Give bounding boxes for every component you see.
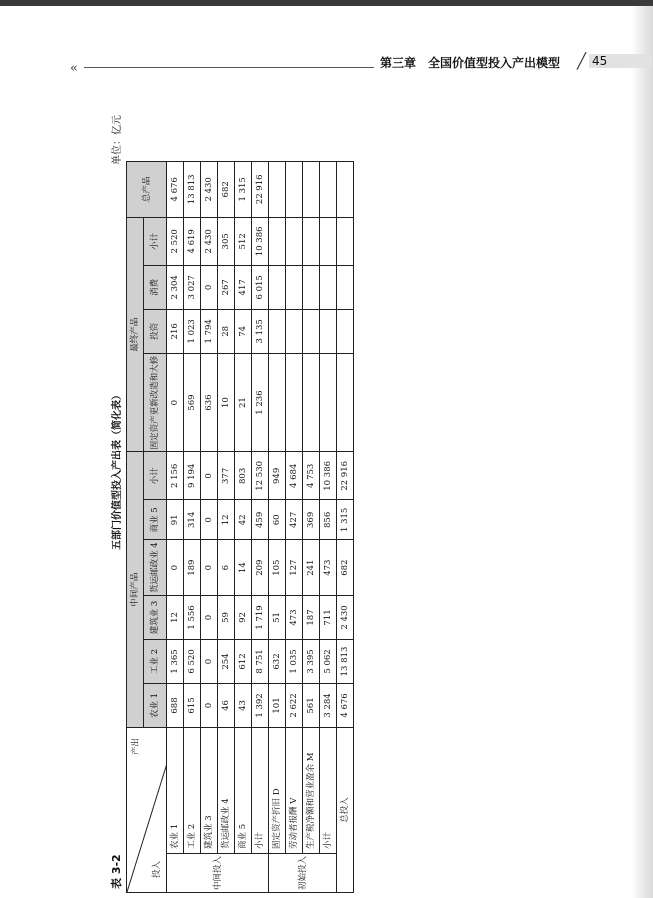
table-cell: 21 bbox=[235, 353, 252, 452]
table-cell: 187 bbox=[303, 595, 320, 639]
table-row bbox=[320, 161, 337, 892]
chapter-title: 第三章 全国价值型投入产出模型 bbox=[380, 56, 561, 70]
table-cell bbox=[286, 161, 303, 217]
table-cell: 13 813 bbox=[184, 161, 201, 217]
table-cell: 377 bbox=[218, 452, 235, 500]
table-cell: 1 023 bbox=[184, 309, 201, 353]
table-cell bbox=[286, 265, 303, 309]
table-cell: 127 bbox=[286, 540, 303, 596]
table-cell: 1 035 bbox=[286, 639, 303, 683]
table-cell: 0 bbox=[201, 639, 218, 683]
table-cell: 10 386 bbox=[252, 217, 269, 265]
table-cell: 1 315 bbox=[337, 500, 354, 540]
table-cell: 74 bbox=[235, 309, 252, 353]
table-row bbox=[218, 161, 235, 892]
table-cell: 3 027 bbox=[184, 265, 201, 309]
table-cell bbox=[320, 265, 337, 309]
table-cell: 46 bbox=[218, 683, 235, 727]
col-header-fixed-asset: 固定资产更新改造和大修 bbox=[144, 353, 167, 452]
table-cell bbox=[303, 309, 320, 353]
table-cell: 6 015 bbox=[252, 265, 269, 309]
table-cell: 9 194 bbox=[184, 452, 201, 500]
table-cell: 6 bbox=[218, 540, 235, 596]
table-cell: 12 bbox=[167, 595, 184, 639]
table-cell: 14 bbox=[235, 540, 252, 596]
table-cell bbox=[286, 217, 303, 265]
table-row bbox=[252, 161, 269, 892]
table-row bbox=[303, 161, 320, 892]
input-output-table bbox=[126, 161, 354, 893]
table-cell: 1 392 bbox=[252, 683, 269, 727]
table-cell: 10 386 bbox=[320, 452, 337, 500]
rotated-table-block bbox=[108, 95, 408, 895]
row-label: 建筑业 3 bbox=[201, 727, 218, 853]
group-header-final: 最终产品 bbox=[127, 217, 144, 452]
table-cell: 209 bbox=[252, 540, 269, 596]
table-unit: 单位：亿元 bbox=[112, 115, 123, 165]
table-cell: 473 bbox=[320, 540, 337, 596]
table-cell: 305 bbox=[218, 217, 235, 265]
table-cell: 0 bbox=[201, 265, 218, 309]
table-cell bbox=[337, 353, 354, 452]
row-label: 工业 2 bbox=[184, 727, 201, 853]
table-cell: 803 bbox=[235, 452, 252, 500]
table-cell: 2 304 bbox=[167, 265, 184, 309]
table-cell: 13 813 bbox=[337, 639, 354, 683]
table-cell bbox=[303, 161, 320, 217]
table-cell: 241 bbox=[303, 540, 320, 596]
table-row bbox=[167, 161, 184, 892]
page-edge-shadow bbox=[631, 6, 653, 898]
table-cell: 0 bbox=[201, 595, 218, 639]
table-cell bbox=[303, 265, 320, 309]
row-label: 总投入 bbox=[337, 727, 354, 892]
table-cell: 254 bbox=[218, 639, 235, 683]
row-group-intermediate: 中间投入 bbox=[167, 853, 269, 892]
col-header-transport: 货运邮政业 4 bbox=[144, 540, 167, 596]
table-cell bbox=[337, 309, 354, 353]
row-label: 小计 bbox=[252, 727, 269, 853]
table-cell: 1 315 bbox=[235, 161, 252, 217]
table-cell: 8 751 bbox=[252, 639, 269, 683]
table-cell: 267 bbox=[218, 265, 235, 309]
table-cell: 51 bbox=[269, 595, 286, 639]
table-cell: 856 bbox=[320, 500, 337, 540]
col-header-total-output: 总产品 bbox=[127, 161, 167, 217]
table-cell: 569 bbox=[184, 353, 201, 452]
table-cell: 417 bbox=[235, 265, 252, 309]
table-cell: 427 bbox=[286, 500, 303, 540]
table-cell: 42 bbox=[235, 500, 252, 540]
table-row bbox=[337, 161, 354, 892]
table-cell: 369 bbox=[303, 500, 320, 540]
table-number: 表 3-2 bbox=[110, 854, 123, 889]
table-cell: 0 bbox=[201, 683, 218, 727]
table-cell: 22 916 bbox=[252, 161, 269, 217]
double-chevron-icon: « bbox=[70, 61, 78, 76]
running-header bbox=[0, 52, 653, 76]
table-cell: 3 395 bbox=[303, 639, 320, 683]
table-cell bbox=[320, 309, 337, 353]
table-cell: 2 520 bbox=[167, 217, 184, 265]
table-cell: 615 bbox=[184, 683, 201, 727]
table-cell bbox=[269, 217, 286, 265]
table-cell: 2 430 bbox=[201, 217, 218, 265]
row-label: 商业 5 bbox=[235, 727, 252, 853]
table-cell: 1 556 bbox=[184, 595, 201, 639]
table-cell: 0 bbox=[201, 540, 218, 596]
row-label: 劳动者报酬 V bbox=[286, 727, 303, 853]
table-cell: 473 bbox=[286, 595, 303, 639]
table-cell bbox=[320, 353, 337, 452]
table-cell: 1 365 bbox=[167, 639, 184, 683]
table-cell bbox=[337, 265, 354, 309]
table-cell: 561 bbox=[303, 683, 320, 727]
header-slash: ╱ bbox=[577, 52, 587, 70]
table-cell bbox=[269, 353, 286, 452]
table-cell: 60 bbox=[269, 500, 286, 540]
table-cell: 711 bbox=[320, 595, 337, 639]
table-cell: 2 430 bbox=[201, 161, 218, 217]
row-group-primary: 初始投入 bbox=[269, 853, 337, 892]
table-cell: 91 bbox=[167, 500, 184, 540]
corner-output-label: 产出 bbox=[131, 737, 141, 755]
table-cell bbox=[286, 353, 303, 452]
row-label: 货运邮政业 4 bbox=[218, 727, 235, 853]
table-cell bbox=[303, 217, 320, 265]
table-cell bbox=[269, 265, 286, 309]
table-cell: 636 bbox=[201, 353, 218, 452]
table-row bbox=[286, 161, 303, 892]
row-label: 生产税净额和营业盈余 M bbox=[303, 727, 320, 853]
col-header-consumption: 消费 bbox=[144, 265, 167, 309]
table-cell: 2 622 bbox=[286, 683, 303, 727]
header-rule bbox=[84, 67, 374, 68]
col-header-industry: 工业 2 bbox=[144, 639, 167, 683]
table-cell: 4 753 bbox=[303, 452, 320, 500]
col-header-investment: 投资 bbox=[144, 309, 167, 353]
row-label: 农业 1 bbox=[167, 727, 184, 853]
table-cell bbox=[337, 217, 354, 265]
col-header-int-subtotal: 小计 bbox=[144, 452, 167, 500]
table-cell: 459 bbox=[252, 500, 269, 540]
table-cell bbox=[320, 217, 337, 265]
table-cell: 12 bbox=[218, 500, 235, 540]
table-row bbox=[184, 161, 201, 892]
page-number: 45 bbox=[589, 54, 652, 68]
table-cell: 59 bbox=[218, 595, 235, 639]
table-row bbox=[201, 161, 218, 892]
table-cell bbox=[337, 161, 354, 217]
table-cell: 92 bbox=[235, 595, 252, 639]
table-cell bbox=[269, 161, 286, 217]
col-header-commerce: 商业 5 bbox=[144, 500, 167, 540]
table-cell: 4 619 bbox=[184, 217, 201, 265]
table-cell: 512 bbox=[235, 217, 252, 265]
table-cell: 0 bbox=[201, 452, 218, 500]
table-cell: 3 284 bbox=[320, 683, 337, 727]
top-band bbox=[0, 0, 653, 6]
corner-header-cell bbox=[127, 727, 167, 892]
table-cell: 949 bbox=[269, 452, 286, 500]
col-header-construction: 建筑业 3 bbox=[144, 595, 167, 639]
table-cell: 314 bbox=[184, 500, 201, 540]
table-header-row-1 bbox=[127, 161, 144, 892]
table-cell: 682 bbox=[337, 540, 354, 596]
table-cell: 0 bbox=[167, 353, 184, 452]
group-header-intermediate: 中间产品 bbox=[127, 452, 144, 728]
table-cell: 2 156 bbox=[167, 452, 184, 500]
table-cell: 0 bbox=[167, 540, 184, 596]
row-label: 小计 bbox=[320, 727, 337, 853]
table-cell: 10 bbox=[218, 353, 235, 452]
table-cell: 1 236 bbox=[252, 353, 269, 452]
table-title: 五部门价值型投入产出表（简化表） bbox=[112, 390, 123, 550]
table-cell: 3 135 bbox=[252, 309, 269, 353]
table-cell: 6 520 bbox=[184, 639, 201, 683]
table-cell: 189 bbox=[184, 540, 201, 596]
table-cell: 612 bbox=[235, 639, 252, 683]
table-row bbox=[269, 161, 286, 892]
table-cell: 216 bbox=[167, 309, 184, 353]
table-cell: 101 bbox=[269, 683, 286, 727]
table-cell: 1 719 bbox=[252, 595, 269, 639]
table-cell: 1 794 bbox=[201, 309, 218, 353]
table-cell bbox=[320, 161, 337, 217]
table-cell: 28 bbox=[218, 309, 235, 353]
table-cell: 4 676 bbox=[167, 161, 184, 217]
table-cell: 0 bbox=[201, 500, 218, 540]
col-header-final-subtotal: 小计 bbox=[144, 217, 167, 265]
table-cell: 43 bbox=[235, 683, 252, 727]
table-cell: 105 bbox=[269, 540, 286, 596]
table-cell bbox=[269, 309, 286, 353]
table-cell: 5 062 bbox=[320, 639, 337, 683]
table-cell: 2 430 bbox=[337, 595, 354, 639]
table-cell: 4 684 bbox=[286, 452, 303, 500]
table-cell bbox=[303, 353, 320, 452]
table-cell: 682 bbox=[218, 161, 235, 217]
table-row bbox=[235, 161, 252, 892]
table-cell: 688 bbox=[167, 683, 184, 727]
corner-input-label: 投入 bbox=[152, 860, 162, 878]
col-header-agriculture: 农业 1 bbox=[144, 683, 167, 727]
table-cell: 12 530 bbox=[252, 452, 269, 500]
table-cell: 4 676 bbox=[337, 683, 354, 727]
table-cell bbox=[286, 309, 303, 353]
table-cell: 22 916 bbox=[337, 452, 354, 500]
row-label: 固定资产折旧 D bbox=[269, 727, 286, 853]
table-cell: 632 bbox=[269, 639, 286, 683]
